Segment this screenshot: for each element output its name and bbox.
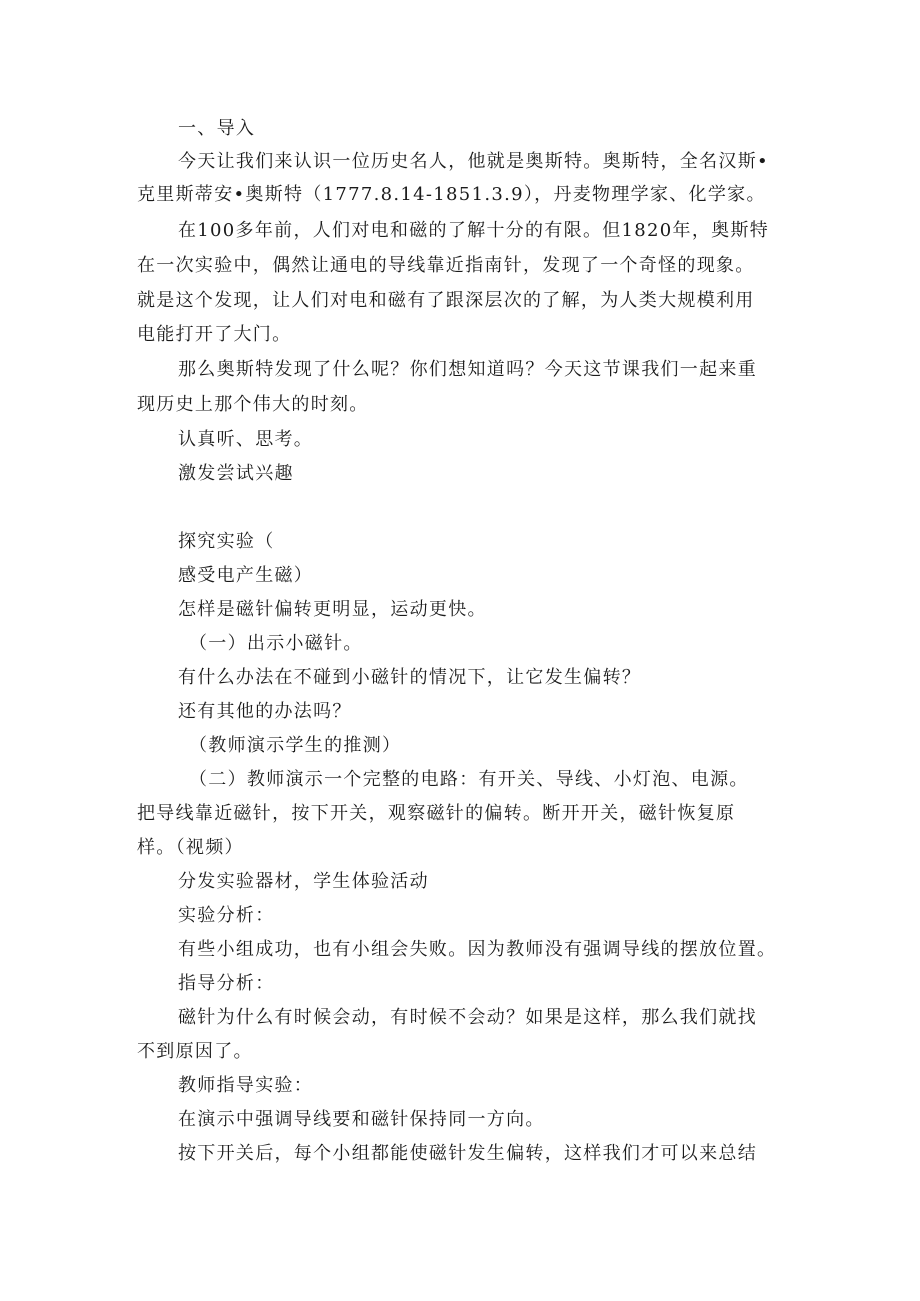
paragraph-line: 有些小组成功，也有小组会失败。因为教师没有强调导线的摆放位置。 [178,939,777,960]
paragraph-line: 现历史上那个伟大的时刻。 [137,394,369,415]
paragraph-line: 分发实验器材，学生体验活动 [178,871,429,892]
paragraph-line: 在一次实验中，偶然让通电的导线靠近指南针，发现了一个奇怪的现象。 [137,255,755,276]
paragraph-line: （一）出示小磁针。 [189,633,363,654]
paragraph-line: 电能打开了大门。 [137,324,292,345]
paragraph-line: 怎样是磁针偏转更明显，运动更快。 [178,599,487,620]
paragraph-line: 在演示中强调导线要和磁针保持同一方向。 [178,1109,545,1130]
paragraph-line: （教师演示学生的推测） [189,735,402,756]
paragraph-line: 磁针为什么有时候会动，有时候不会动？如果是这样，那么我们就找 [178,1007,757,1028]
paragraph-line: 不到原因了。 [137,1041,253,1062]
paragraph-line: 今天让我们来认识一位历史名人，他就是奥斯特。奥斯特，全名汉斯• [178,151,769,172]
paragraph-line: 实验分析： [178,905,275,926]
paragraph-line: 探究实验（ [178,531,275,552]
paragraph-line: 认真听、思考。 [178,429,314,450]
paragraph-line: 有什么办法在不碰到小磁针的情况下，让它发生偏转？ [178,667,642,688]
paragraph-line: 就是这个发现，让人们对电和磁有了跟深层次的了解，为人类大规模利用 [137,290,755,311]
paragraph-line: 感受电产生磁） [178,565,314,586]
paragraph-line: 把导线靠近磁针，按下开关，观察磁针的偏转。断开开关，磁针恢复原 [137,803,736,824]
paragraph-line: 克里斯蒂安•奥斯特（1777.8.14-1851.3.9），丹麦物理学家、化学家。 [137,184,766,205]
paragraph-line: 激发尝试兴趣 [178,463,294,484]
paragraph-line: 指导分析： [178,973,275,994]
paragraph-line: 那么奥斯特发现了什么呢？你们想知道吗？今天这节课我们一起来重 [178,359,757,380]
paragraph-line: 还有其他的办法吗？ [178,701,352,722]
paragraph-line: 样。（视频） [137,837,244,858]
paragraph-line: （二）教师演示一个完整的电路：有开关、导线、小灯泡、电源。 [189,769,749,790]
paragraph-line: 按下开关后，每个小组都能使磁针发生偏转，这样我们才可以来总结 [178,1143,757,1164]
paragraph-line: 在100多年前，人们对电和磁的了解十分的有限。但1820年，奥斯特 [178,220,770,241]
paragraph-line: 教师指导实验： [178,1075,314,1096]
section-heading: 一、导入 [178,118,256,139]
